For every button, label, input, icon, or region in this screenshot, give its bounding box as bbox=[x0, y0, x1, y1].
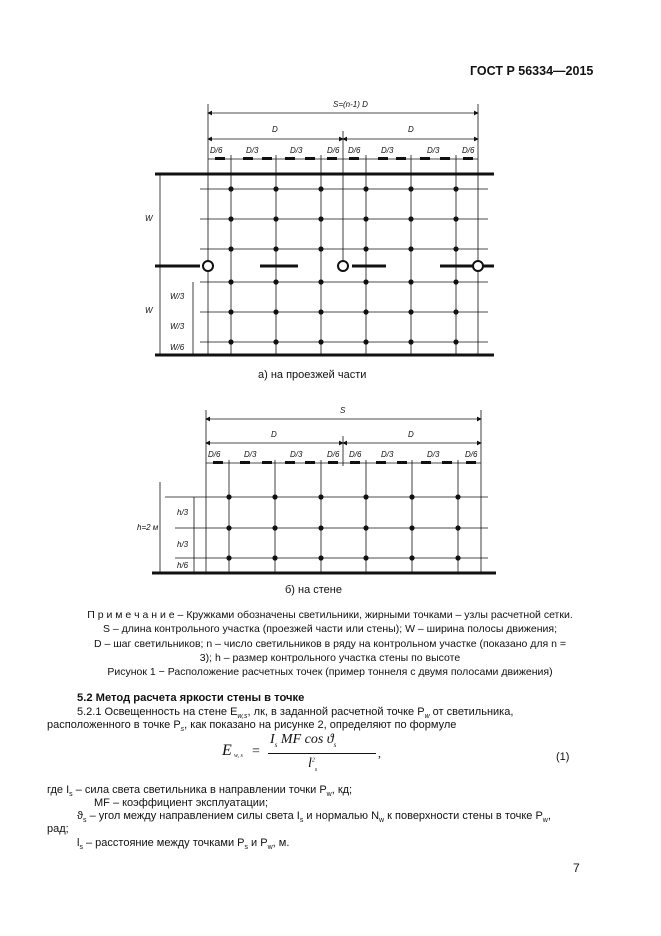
half-label: D bbox=[408, 125, 414, 134]
grid-node bbox=[453, 309, 458, 314]
inner-label: W/3 bbox=[170, 292, 185, 301]
paragraph: расположенного в точке $P_s$, как показано на рисунке 2, определяют по формуле bbox=[47, 719, 457, 734]
grid-node bbox=[455, 525, 460, 530]
grid-node bbox=[409, 525, 414, 530]
grid-node bbox=[228, 216, 233, 221]
grid-node bbox=[455, 494, 460, 499]
grid-node bbox=[318, 494, 323, 499]
note-line: S – длина контрольного участка (проезжей части или стены); W – ширина полосы движения; bbox=[103, 623, 557, 636]
grid-node bbox=[363, 246, 368, 251]
grid-node bbox=[453, 339, 458, 344]
grid-node bbox=[228, 186, 233, 191]
grid-node bbox=[363, 186, 368, 191]
sub-label: D/6 bbox=[327, 450, 340, 459]
grid-node bbox=[455, 555, 460, 560]
grid-node bbox=[408, 246, 413, 251]
sub-label: D/3 bbox=[290, 450, 303, 459]
figure-a-caption: а) на проезжей части bbox=[258, 369, 367, 381]
document-header: ГОСТ Р 56334—2015 bbox=[470, 64, 594, 78]
grid-node bbox=[363, 309, 368, 314]
sub-label: D/3 bbox=[244, 450, 257, 459]
sub-label: D/3 bbox=[381, 450, 394, 459]
formula-1: E w, s = $I_s$ MF $\cos ϑ_s$ $l^2_s$ , bbox=[222, 732, 381, 773]
sub-label: D/6 bbox=[327, 146, 340, 155]
note-line: 3); h – размер контрольного участка стены по высоте bbox=[199, 651, 461, 664]
half-label: D bbox=[271, 430, 277, 439]
inner-label: h/3 bbox=[177, 508, 189, 517]
grid-node bbox=[408, 216, 413, 221]
grid-node bbox=[273, 339, 278, 344]
grid-node bbox=[453, 246, 458, 251]
grid-node bbox=[363, 339, 368, 344]
sub-label: D/6 bbox=[210, 146, 223, 155]
grid-node bbox=[408, 186, 413, 191]
grid-node bbox=[226, 555, 231, 560]
grid-node bbox=[273, 246, 278, 251]
width-label: W bbox=[145, 214, 153, 223]
grid-node bbox=[272, 525, 277, 530]
grid-node bbox=[453, 279, 458, 284]
grid-node bbox=[408, 339, 413, 344]
width-label: W bbox=[145, 306, 153, 315]
half-label: D bbox=[272, 125, 278, 134]
page-number: 7 bbox=[573, 861, 580, 875]
section-title: 5.2 Метод расчета яркости стены в точке bbox=[77, 692, 305, 704]
grid-node bbox=[318, 309, 323, 314]
grid-node bbox=[318, 246, 323, 251]
grid-node bbox=[228, 279, 233, 284]
sub-label: D/3 bbox=[381, 146, 394, 155]
figure-b-wall bbox=[0, 395, 661, 595]
definition-line: MF – коэффициент эксплуатации; bbox=[94, 797, 269, 809]
grid-node bbox=[363, 279, 368, 284]
grid-node bbox=[453, 186, 458, 191]
equation-number: (1) bbox=[556, 751, 570, 763]
grid-node bbox=[363, 555, 368, 560]
figure-b-caption: б) на стене bbox=[285, 584, 342, 596]
grid-node bbox=[408, 309, 413, 314]
definition-line: рад; bbox=[47, 823, 69, 835]
note-line: D – шаг светильников; n – число светильников в ряду на контрольном участке (показано для n = bbox=[94, 637, 566, 650]
inner-label: h/6 bbox=[177, 561, 189, 570]
note-prefix: П р и м е ч а н и е bbox=[87, 609, 175, 621]
grid-node bbox=[453, 216, 458, 221]
grid-node bbox=[272, 555, 277, 560]
grid-node bbox=[409, 555, 414, 560]
sub-label: D/3 bbox=[290, 146, 303, 155]
half-label: D bbox=[408, 430, 414, 439]
grid-node bbox=[228, 339, 233, 344]
figure-title: Рисунок 1 − Расположение расчетных точек (пример тоннеля с двумя полосами движения) bbox=[107, 666, 553, 679]
sub-label: D/6 bbox=[208, 450, 221, 459]
grid-node bbox=[409, 494, 414, 499]
definition-line: где $I_s$ – сила света светильника в направлении точки $P_w$, кд; bbox=[47, 784, 353, 799]
sub-label: D/6 bbox=[348, 146, 361, 155]
grid-node bbox=[273, 186, 278, 191]
grid-node bbox=[363, 525, 368, 530]
sub-label: D/3 bbox=[427, 450, 440, 459]
sub-label: D/6 bbox=[465, 450, 478, 459]
sub-label: D/6 bbox=[349, 450, 362, 459]
span-label: S bbox=[340, 406, 346, 415]
grid-node bbox=[318, 339, 323, 344]
grid-node bbox=[226, 525, 231, 530]
grid-node bbox=[272, 494, 277, 499]
inner-label: h/3 bbox=[177, 540, 189, 549]
grid-node bbox=[273, 279, 278, 284]
grid-node bbox=[363, 494, 368, 499]
sub-label: D/6 bbox=[462, 146, 475, 155]
grid-node bbox=[273, 216, 278, 221]
inner-label: W/6 bbox=[170, 343, 185, 352]
grid-node bbox=[318, 555, 323, 560]
grid-node bbox=[228, 309, 233, 314]
grid-node bbox=[273, 309, 278, 314]
definition-line: $l_s$ – расстояние между точками $P_s$ и $P_w$, м. bbox=[77, 837, 290, 852]
grid-node bbox=[363, 216, 368, 221]
grid-node bbox=[318, 186, 323, 191]
grid-node bbox=[228, 246, 233, 251]
definition-line: $ϑ_s$ – угол между направлением силы света $I_s$ и нормалью $N_w$ к поверхности стены в точке $P_w$, bbox=[77, 810, 551, 825]
grid-node bbox=[318, 525, 323, 530]
sub-label: D/3 bbox=[427, 146, 440, 155]
grid-node bbox=[408, 279, 413, 284]
note-line: – Кружками обозначены светильники, жирными точками – узлы расчетной сетки. bbox=[174, 609, 573, 621]
grid-node bbox=[318, 279, 323, 284]
figure-note bbox=[30, 608, 630, 679]
figure-a-roadway bbox=[0, 0, 661, 370]
height-label: h=2 м bbox=[137, 523, 159, 532]
span-label: S=(n-1) D bbox=[333, 100, 368, 109]
grid-node bbox=[318, 216, 323, 221]
grid-node bbox=[226, 494, 231, 499]
paragraph: 5.2.1 Освещенность на стене $E_{w,s}$, лк, в заданной расчетной точке $P_w$ от светильника, bbox=[77, 706, 514, 721]
inner-label: W/3 bbox=[170, 322, 185, 331]
sub-label: D/3 bbox=[246, 146, 259, 155]
